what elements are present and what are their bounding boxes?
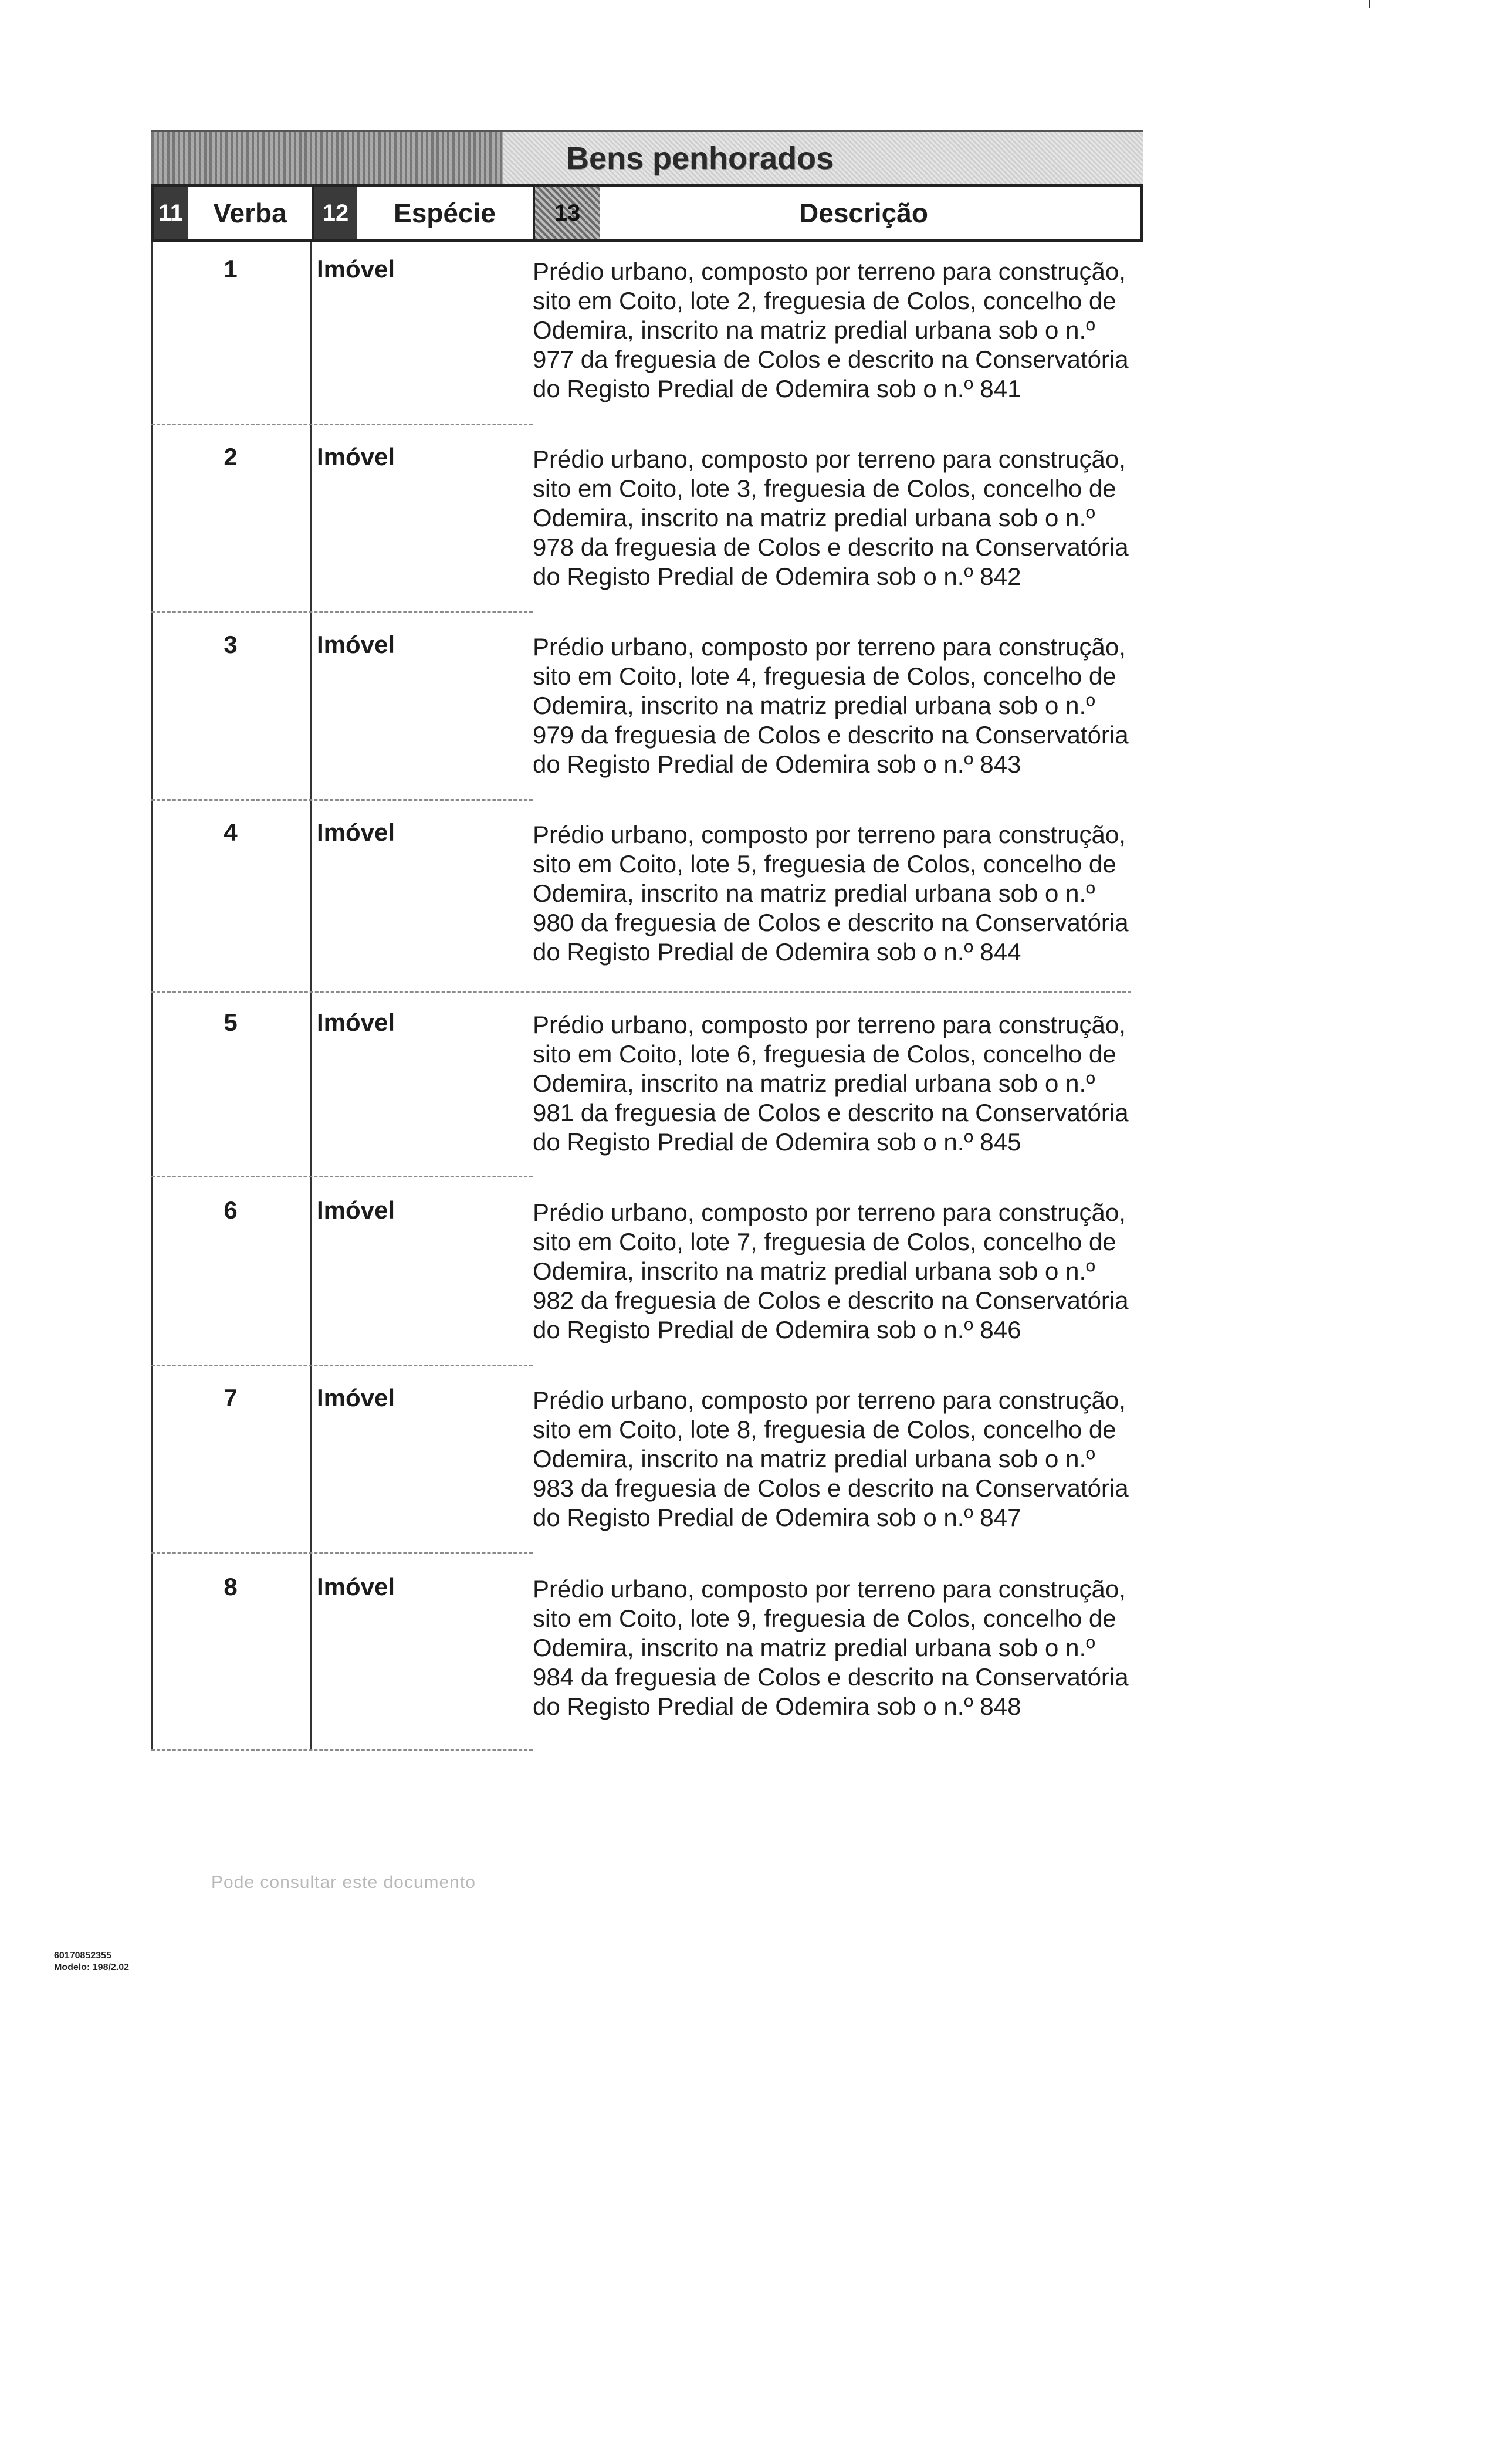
- row-separator: [151, 611, 533, 613]
- document-code-block: [54, 1950, 129, 1974]
- row-3-descricao: Prédio urbano, composto por terreno para construção, sito em Coito, lote 4, freguesia de Colos, concelho de Odemira, inscrito na matriz predial urbana sob o n.º 979 da freguesia de Colos e descrito na Conservatória do Registo Predial de Odemira sob o n.º 843: [533, 633, 1129, 778]
- row-5-verba: 5: [224, 1008, 238, 1036]
- document-model: Modelo: 198/2.02: [54, 1962, 130, 1972]
- row-separator: [151, 424, 533, 425]
- row-separator: [151, 1365, 533, 1366]
- row-8-especie: Imóvel: [317, 1573, 395, 1600]
- header-descricao-number: 13: [535, 187, 600, 239]
- footer-faded-note: Pode consultar este documento: [211, 1873, 476, 1892]
- row-1-especie: Imóvel: [317, 255, 395, 283]
- row-5-especie: Imóvel: [317, 1008, 395, 1036]
- row-6-especie: Imóvel: [317, 1196, 395, 1224]
- row-separator: [151, 799, 533, 801]
- table-header-row: [151, 184, 1143, 242]
- row-3-especie: Imóvel: [317, 631, 395, 658]
- row-8-descricao: Prédio urbano, composto por terreno para construção, sito em Coito, lote 9, freguesia de Colos, concelho de Odemira, inscrito na matriz predial urbana sob o n.º 984 da freguesia de Colos e descrito na Conservatória do Registo Predial de Odemira sob o n.º 848: [533, 1575, 1129, 1720]
- row-7-verba: 7: [224, 1384, 238, 1412]
- row-7-especie: Imóvel: [317, 1384, 395, 1412]
- row-2-descricao: Prédio urbano, composto por terreno para construção, sito em Coito, lote 3, freguesia de Colos, concelho de Odemira, inscrito na matriz predial urbana sob o n.º 978 da freguesia de Colos e descrito na Conservatória do Registo Predial de Odemira sob o n.º 842: [533, 445, 1129, 590]
- header-especie-number: 12: [314, 187, 357, 239]
- row-5-descricao: Prédio urbano, composto por terreno para construção, sito em Coito, lote 6, freguesia de Colos, concelho de Odemira, inscrito na matriz predial urbana sob o n.º 981 da freguesia de Colos e descrito na Conservatória do Registo Predial de Odemira sob o n.º 845: [533, 1011, 1129, 1156]
- header-descricao-label: Descrição: [799, 198, 928, 228]
- row-4-verba: 4: [224, 818, 238, 846]
- row-2-especie: Imóvel: [317, 443, 395, 471]
- row-separator: [151, 1749, 533, 1751]
- row-6-verba: 6: [224, 1196, 238, 1224]
- header-verba-label: Verba: [213, 198, 287, 228]
- row-6-descricao: Prédio urbano, composto por terreno para construção, sito em Coito, lote 7, freguesia de Colos, concelho de Odemira, inscrito na matriz predial urbana sob o n.º 982 da freguesia de Colos e descrito na Conservatória do Registo Predial de Odemira sob o n.º 846: [533, 1199, 1129, 1343]
- row-1-descricao: Prédio urbano, composto por terreno para construção, sito em Coito, lote 2, freguesia de Colos, concelho de Odemira, inscrito na matriz predial urbana sob o n.º 977 da freguesia de Colos e descrito na Conservatória do Registo Predial de Odemira sob o n.º 841: [533, 258, 1129, 402]
- row-2-verba: 2: [224, 443, 238, 471]
- row-1-verba: 1: [224, 255, 238, 283]
- row-4-descricao: Prédio urbano, composto por terreno para construção, sito em Coito, lote 5, freguesia de Colos, concelho de Odemira, inscrito na matriz predial urbana sob o n.º 980 da freguesia de Colos e descrito na Conservatória do Registo Predial de Odemira sob o n.º 844: [533, 821, 1129, 966]
- section-title-bar: [151, 130, 1143, 186]
- page-corner-mark: [1369, 0, 1370, 8]
- row-separator: [151, 1176, 533, 1177]
- header-especie-label: Espécie: [394, 198, 496, 228]
- section-title: Bens penhorados: [566, 141, 834, 176]
- row-separator: [151, 1552, 533, 1554]
- document-code: 60170852355: [54, 1951, 111, 1961]
- header-verba-number: 11: [154, 187, 188, 239]
- row-4-especie: Imóvel: [317, 818, 395, 846]
- row-7-descricao: Prédio urbano, composto por terreno para construção, sito em Coito, lote 8, freguesia de Colos, concelho de Odemira, inscrito na matriz predial urbana sob o n.º 983 da freguesia de Colos e descrito na Conservatória do Registo Predial de Odemira sob o n.º 847: [533, 1386, 1129, 1531]
- row-separator: [151, 991, 1131, 993]
- row-8-verba: 8: [224, 1573, 238, 1600]
- row-3-verba: 3: [224, 631, 238, 658]
- assets-table-body: [151, 242, 1143, 1767]
